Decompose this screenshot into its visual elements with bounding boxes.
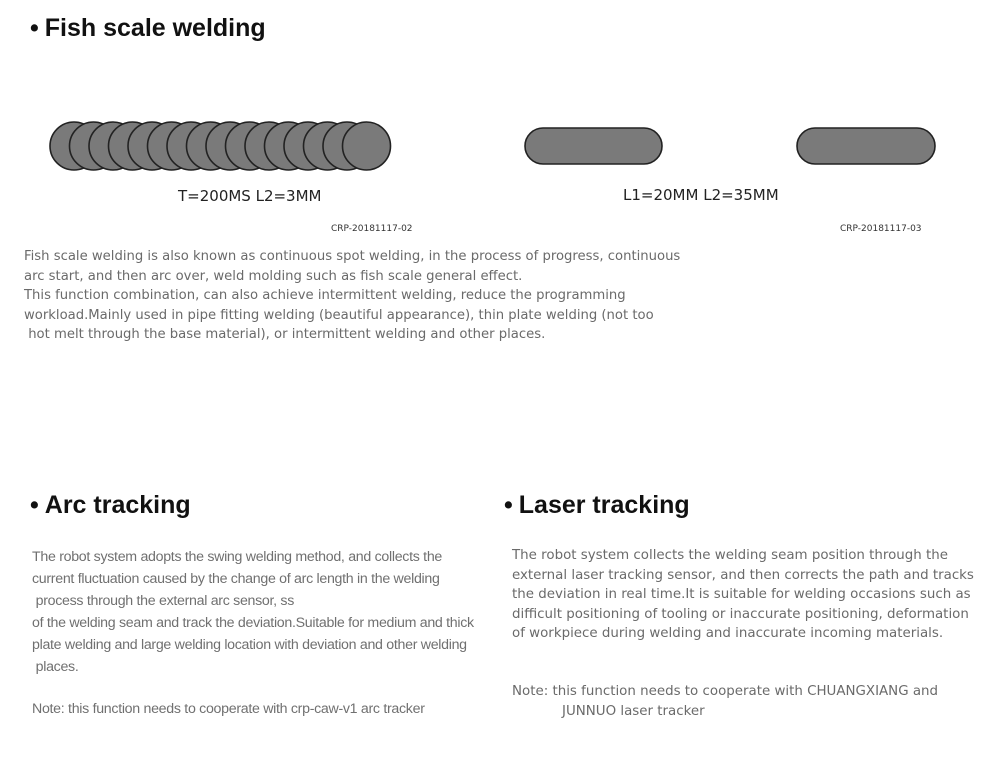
laser-tracking-heading: • Laser tracking [504,491,690,519]
fish-scale-spot [343,122,391,170]
intermittent-parameters: L1=20MM L2=35MM [623,186,779,204]
fish-scale-weld-illustration [0,112,1000,192]
intermittent-weld-segment-2 [797,128,935,164]
fish-scale-parameters: T=200MS L2=3MM [178,187,322,205]
arc-tracking-heading: • Arc tracking [30,491,191,519]
fish-scale-description: Fish scale welding is also known as continuous spot welding, in the process of progress, continuous arc start, and then arc over, weld molding such as fish scale general effect. This function combination, can also achieve intermittent welding, reduce the programming workload.Mainly used in pipe fitting welding (beautiful appearance), thin plate welding (not too hot melt through the base material), or intermittent welding and other places. [24,249,681,342]
intermittent-weld-segment-1 [525,128,662,164]
laser-tracking-note: Note: this function needs to cooperate with CHUANGXIANG and JUNNUO laser tracker [512,684,939,719]
arc-tracking-note: Note: this function needs to cooperate with crp-caw-v1 arc tracker [32,701,425,717]
figure-code-left: CRP-20181117-02 [331,224,413,234]
fish-scale-heading: • Fish scale welding [30,14,266,42]
laser-tracking-description: The robot system collects the welding seam position through the external laser tracking sensor, and then corrects the path and tracks the deviation in real time.It is suitable for welding occasions such as difficult positioning of tooling or inaccurate positioning, deformation of workpiece during welding and inaccurate incoming materials. [512,548,974,641]
arc-tracking-description: The robot system adopts the swing welding method, and collects the current fluctuation caused by the change of arc length in the welding process through the external arc sensor, ss of the welding seam and track the deviation.Suitable for medium and thick plate welding and large welding location with deviation and other welding places. [32,549,474,675]
figure-code-right: CRP-20181117-03 [840,224,922,234]
